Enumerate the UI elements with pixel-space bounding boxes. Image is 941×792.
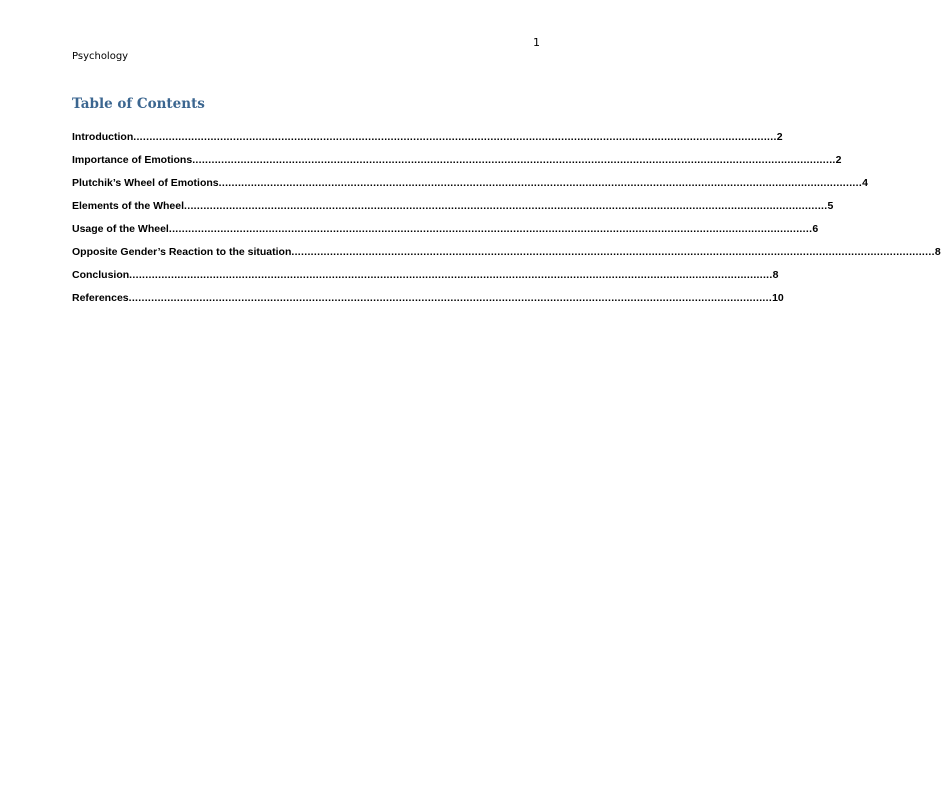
toc-title: Table of Contents: [72, 96, 205, 112]
toc-entry-label: Usage of the Wheel: [72, 223, 169, 235]
toc-dot-leader: ........................................................................................................................................................................................................: [218, 177, 863, 189]
toc-dot-leader: ........................................................................................................................................................................................................: [168, 223, 813, 235]
toc-dot-leader: ........................................................................................................................................................................................................: [184, 200, 828, 212]
toc-dot-leader: ........................................................................................................................................................................................................: [129, 269, 773, 281]
page-number: 1: [533, 36, 540, 49]
toc-list: [72, 121, 941, 305]
toc-entry-elements-of-the-wheel[interactable]: [72, 190, 834, 213]
toc-entry-opposite-gender-reaction[interactable]: [72, 236, 941, 259]
toc-dot-leader: ........................................................................................................................................................................................................: [128, 292, 773, 304]
toc-entry-importance-of-emotions[interactable]: [72, 144, 842, 167]
toc-entry-label: Opposite Gender’s Reaction to the situation: [72, 246, 292, 258]
toc-entry-page: 2: [776, 131, 783, 143]
toc-entry-label: Introduction: [72, 131, 134, 143]
toc-entry-page: 10: [772, 292, 784, 304]
toc-entry-plutchiks-wheel[interactable]: [72, 167, 868, 190]
toc-entry-page: 8: [934, 246, 941, 258]
toc-entry-label: Conclusion: [72, 269, 130, 281]
toc-dot-leader: ........................................................................................................................................................................................................: [133, 131, 777, 143]
toc-dot-leader: ........................................................................................................................................................................................................: [192, 154, 836, 166]
toc-entry-label: Elements of the Wheel: [72, 200, 185, 212]
toc-entry-label: References: [72, 292, 129, 304]
toc-entry-page: 6: [812, 223, 819, 235]
toc-entry-page: 5: [827, 200, 834, 212]
toc-entry-page: 8: [772, 269, 779, 281]
toc-dot-leader: ........................................................................................................................................................................................................: [291, 246, 935, 258]
toc-entry-page: 4: [862, 177, 868, 189]
toc-entry-label: Plutchik’s Wheel of Emotions: [72, 177, 219, 189]
running-head: Psychology: [72, 51, 129, 62]
toc-entry-label: Importance of Emotions: [72, 154, 193, 166]
toc-entry-conclusion[interactable]: [72, 259, 779, 282]
toc-entry-references[interactable]: [72, 282, 784, 305]
toc-entry-usage-of-the-wheel[interactable]: [72, 213, 819, 236]
toc-entry-page: 2: [835, 154, 842, 166]
toc-entry-introduction[interactable]: [72, 121, 783, 144]
